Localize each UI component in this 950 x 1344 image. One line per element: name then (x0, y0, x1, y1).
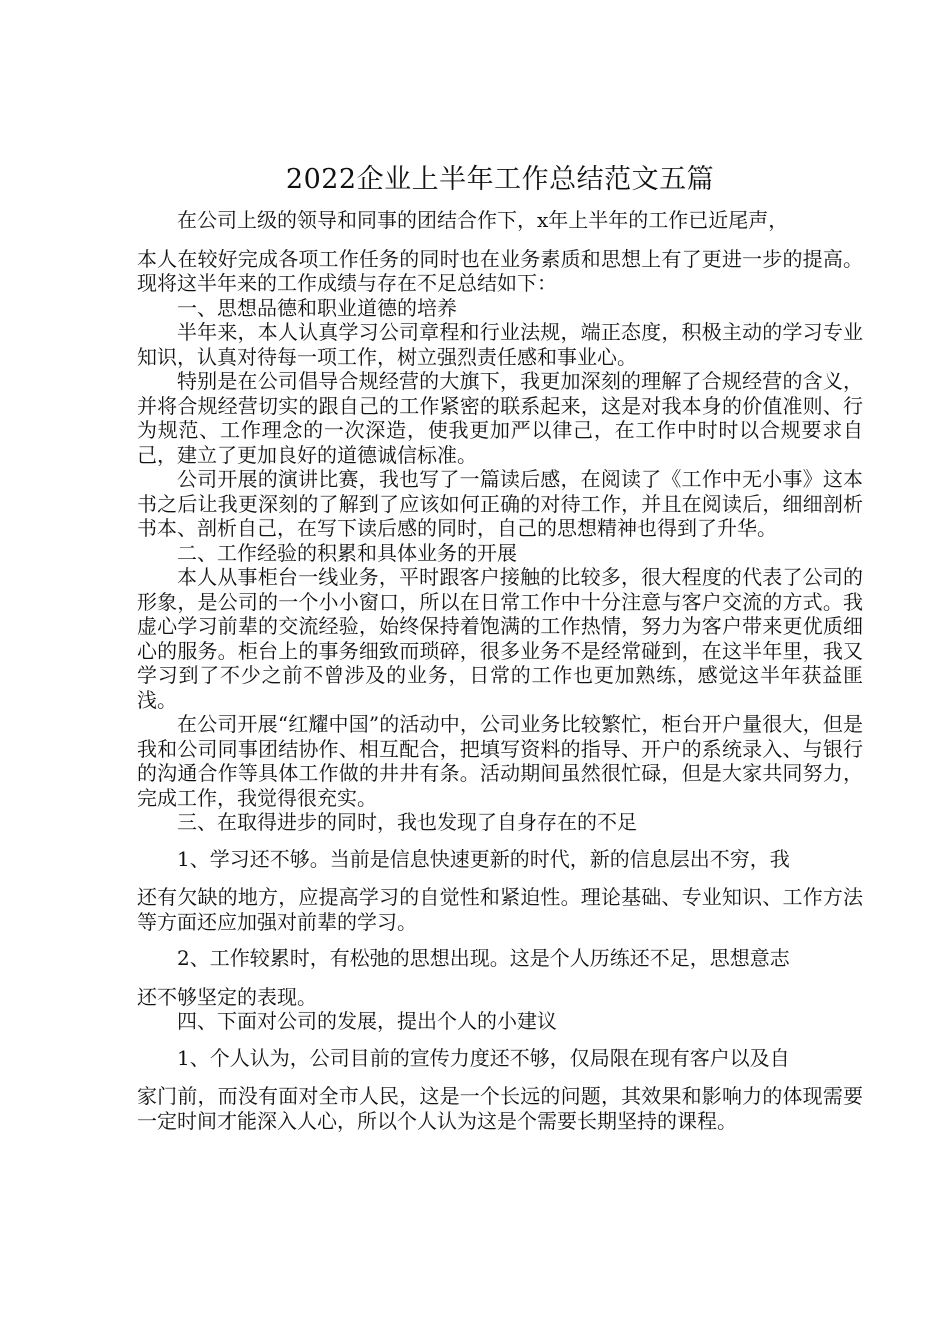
paragraph-intro (137, 208, 863, 233)
paragraph-shortcoming-2-rest: 还不够坚定的表现。 (137, 984, 317, 1009)
paragraph-5: 在公司开展“红耀中国”的活动中，公司业务比较繁忙，柜台开户量很大，但是我和公司同事团结协作、相互配合，把填写资料的指导、开户的系统录入、与银行的沟通合作等具体工作做的井井有条。活动期间虽然很忙碌，但是大家共同努力，完成工作，我觉得很充实。 (137, 712, 863, 810)
document-title: 2022企业上半年工作总结范文五篇 (285, 164, 715, 195)
paragraph-3: 公司开展的演讲比赛，我也写了一篇读后感，在阅读了《工作中无小事》这本书之后让我更深刻的了解到了应该如何正确的对待工作，并且在阅读后，细细剖析书本、剖析自己，在写下读后感的同时，自己的思想精神也得到了升华。 (137, 467, 863, 540)
section-heading-3: 三、在取得进步的同时，我也发现了自身存在的不足 (177, 810, 637, 834)
paragraph-4: 本人从事柜台一线业务，平时跟客户接触的比较多，很大程度的代表了公司的形象，是公司的一个小小窗口，所以在日常工作中十分注意与客户交流的方式。我虚心学习前辈的交流经验，始终保持着饱满的工作热情，努力为客户带来更优质细心的服务。柜台上的事务细致而琐碎，很多业务不是经常碰到，在这半年里，我又学习到了不少之前不曾涉及的业务，日常的工作也更加熟练，感觉这半年获益匪浅。 (137, 565, 863, 712)
paragraph-2: 特别是在公司倡导合规经营的大旗下，我更加深刻的理解了合规经营的含义，并将合规经营切实的跟自己的工作紧密的联系起来，这是对我本身的价值准则、行为规范、工作理念的一次深造，使我更加严以律己，在工作中时时以合规要求自己，建立了更加良好的道德诚信标准。 (137, 369, 863, 467)
paragraph-suggestion-1-first-line: 1、个人认为，公司目前的宣传力度还不够，仅局限在现有客户以及自 (177, 1045, 790, 1070)
paragraph-shortcoming-1 (137, 847, 863, 872)
paragraph-suggestion-1-rest: 家门前，而没有面对全市人民，这是一个长远的问题，其效果和影响力的体现需要一定时间才能深入人心，所以个人认为这是个需要长期坚持的课程。 (137, 1084, 863, 1133)
paragraph-1: 半年来，本人认真学习公司章程和行业法规，端正态度，积极主动的学习专业知识，认真对待每一项工作，树立强烈责任感和事业心。 (137, 320, 863, 369)
paragraph-shortcoming-1-rest: 还有欠缺的地方，应提高学习的自觉性和紧迫性。理论基础、专业知识、工作方法等方面还应加强对前辈的学习。 (137, 885, 863, 934)
section-heading-1: 一、思想品德和职业道德的培养 (177, 295, 457, 320)
paragraph-shortcoming-1-first-line: 1、学习还不够。当前是信息快速更新的时代，新的信息层出不穷，我 (177, 846, 790, 871)
document-page (137, 160, 863, 1133)
paragraph-suggestion-1 (137, 1046, 863, 1071)
paragraph-shortcoming-2-first-line: 2、工作较累时，有松弛的思想出现。这是个人历练还不足，思想意志 (177, 946, 790, 970)
paragraph-shortcoming-2 (137, 946, 863, 971)
paragraph-intro-first-line: 在公司上级的领导和同事的团结合作下，x年上半年的工作已近尾声， (177, 208, 789, 232)
paragraph-intro-rest: 本人在较好完成各项工作任务的同时也在业务素质和思想上有了更进一步的提高。现将这半年来的工作成绩与存在不足总结如下： (137, 246, 863, 295)
section-heading-2: 二、工作经验的积累和具体业务的开展 (177, 540, 517, 565)
section-heading-4: 四、下面对公司的发展，提出个人的小建议 (177, 1009, 557, 1033)
